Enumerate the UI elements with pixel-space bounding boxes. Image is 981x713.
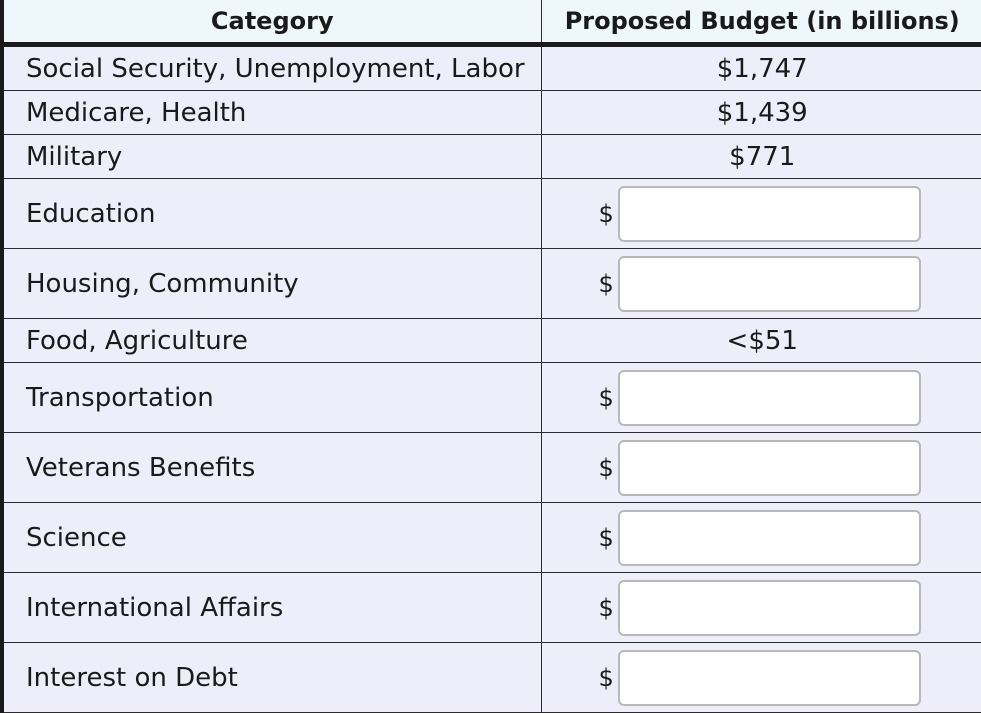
- table-row: [2, 45, 981, 91]
- science-budget-input[interactable]: [618, 510, 921, 566]
- interest-on-debt-budget-input[interactable]: [618, 650, 921, 706]
- budget-input-cell: [541, 573, 981, 643]
- budget-input-cell: [541, 249, 981, 319]
- table-row: [2, 179, 981, 249]
- budget-value: $771: [541, 135, 981, 179]
- budget-input-cell: [541, 643, 981, 713]
- dollar-sign: $: [598, 593, 614, 622]
- budget-value: $1,747: [541, 45, 981, 91]
- category-cell: Military: [2, 135, 541, 179]
- budget-value: <$51: [541, 319, 981, 363]
- dollar-sign: $: [598, 453, 614, 482]
- budget-value: $1,439: [541, 91, 981, 135]
- transportation-budget-input[interactable]: [618, 370, 921, 426]
- budget-input-cell: [541, 179, 981, 249]
- table-row: [2, 573, 981, 643]
- table-header-row: [2, 0, 981, 45]
- category-cell: International Affairs: [2, 573, 541, 643]
- dollar-sign: $: [598, 199, 614, 228]
- dollar-sign: $: [598, 523, 614, 552]
- column-header-category: Category: [2, 0, 541, 45]
- dollar-sign: $: [598, 383, 614, 412]
- category-cell: Medicare, Health: [2, 91, 541, 135]
- category-cell: Veterans Benefits: [2, 433, 541, 503]
- dollar-sign: $: [598, 269, 614, 298]
- international-affairs-budget-input[interactable]: [618, 580, 921, 636]
- veterans-budget-input[interactable]: [618, 440, 921, 496]
- category-cell: Education: [2, 179, 541, 249]
- category-cell: Food, Agriculture: [2, 319, 541, 363]
- category-cell: Science: [2, 503, 541, 573]
- table-row: [2, 319, 981, 363]
- column-header-budget: Proposed Budget (in billions): [541, 0, 981, 45]
- dollar-sign: $: [598, 663, 614, 692]
- table-row: [2, 91, 981, 135]
- category-cell: Interest on Debt: [2, 643, 541, 713]
- table-row: [2, 503, 981, 573]
- education-budget-input[interactable]: [618, 186, 921, 242]
- category-cell: Housing, Community: [2, 249, 541, 319]
- table-row: [2, 363, 981, 433]
- budget-input-cell: [541, 433, 981, 503]
- budget-input-cell: [541, 363, 981, 433]
- housing-budget-input[interactable]: [618, 256, 921, 312]
- category-cell: Transportation: [2, 363, 541, 433]
- budget-input-cell: [541, 503, 981, 573]
- table-row: [2, 643, 981, 713]
- table-row: [2, 135, 981, 179]
- category-cell: Social Security, Unemployment, Labor: [2, 45, 541, 91]
- table-row: [2, 433, 981, 503]
- table-row: [2, 249, 981, 319]
